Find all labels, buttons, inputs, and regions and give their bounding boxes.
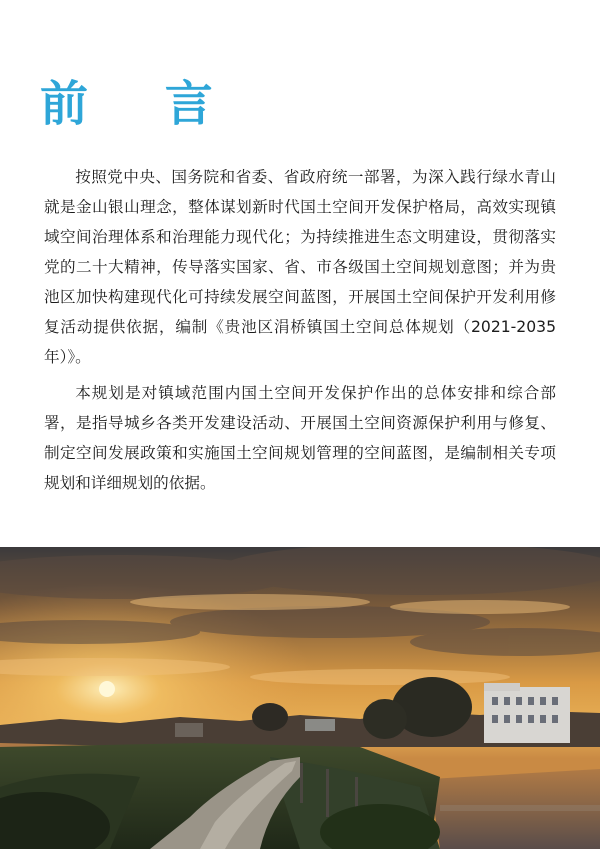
sunset-landscape-photo — [0, 547, 600, 849]
preface-body — [44, 162, 556, 504]
paragraph-2: 本规划是对镇域范围内国土空间开发保护作出的总体安排和综合部署，是指导城乡各类开发建设活动、开展国土空间资源保护利用与修复、制定空间发展政策和实施国土空间规划管理的空间蓝图，是编制相关专项规划和详细规划的依据。 — [44, 384, 556, 492]
page-title: 前 言 — [40, 76, 243, 132]
paragraph-1: 按照党中央、国务院和省委、省政府统一部署，为深入践行绿水青山就是金山银山理念，整体谋划新时代国土空间开发保护格局，高效实现镇域空间治理体系和治理能力现代化；为持续推进生态文明建设，贯彻落实党的二十大精神，传导落实国家、省、市各级国土空间规划意图；并为贵池区加快构建现代化可持续发展空间蓝图，开展国土空间保护开发利用修复活动提供依据，编制《贵池区涓桥镇国土空间总体规划（2021-2035年）》。 — [44, 168, 556, 366]
